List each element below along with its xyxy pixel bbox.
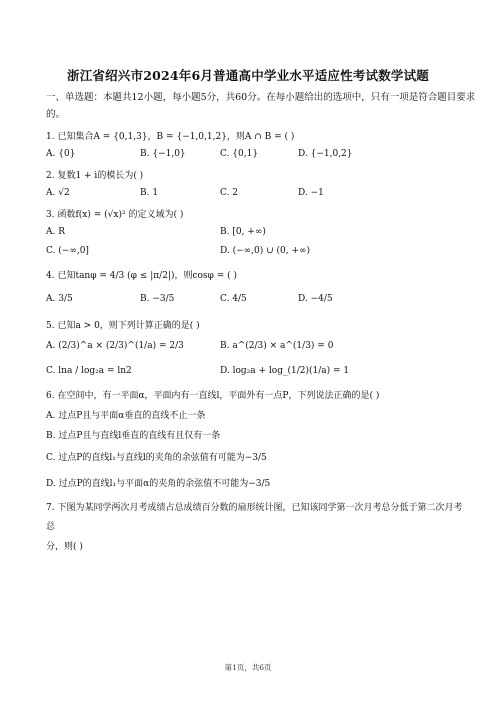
question-1-stem: 1. 已知集合A = {0,1,3}，B = {−1,0,1,2}，则A ∩ B = ( ) — [46, 132, 295, 142]
question-3-option-d: D. (−∞,0) ∪ (0, +∞) — [220, 246, 311, 256]
question-4-stem: 4. 已知tanφ = 4/3 (φ ≤ |π/2|)，则cosφ = ( ) — [46, 271, 237, 281]
question-3-option-c: C. (−∞,0] — [46, 246, 89, 256]
question-6-option-b: B. 过点P且与直线l垂直的直线有且仅有一条 — [46, 431, 221, 441]
question-4-option-d: D. −4/5 — [298, 294, 333, 304]
question-7-stem: 7. 下图为某同学两次月考成绩占总成绩百分数的扇形统计图，已知该同学第一次月考总分低于第二次月考 — [46, 503, 463, 513]
question-2-option-c: C. 2 — [220, 188, 239, 198]
question-6-stem: 6. 在空间中，有一平面α，平面内有一直线l，平面外有一点P，下列说法正确的是( ) — [46, 391, 380, 401]
question-5-option-a: A. (2/3)^a × (2/3)^(1/a) = 2/3 — [46, 341, 184, 351]
page-footer: 第1页，共6页 — [224, 663, 272, 672]
question-7-stem-cont: 总 — [46, 522, 56, 532]
question-5-option-b: B. a^(2/3) × a^(1/3) = 0 — [220, 341, 334, 351]
question-4-option-c: C. 4/5 — [220, 294, 247, 304]
section-instruction: 一、单选题：本题共12小题，每小题5分，共60分。在每小题给出的选项中，只有一项是符合题目要求 — [46, 92, 476, 103]
question-2-option-a: A. √2 — [46, 188, 70, 198]
page-title: 浙江省绍兴市2024年6月普通高中学业水平适应性考试数学试题 — [67, 68, 429, 83]
question-1-option-c: C. {0,1} — [220, 149, 259, 159]
question-6-option-a: A. 过点P且与平面α垂直的直线不止一条 — [46, 411, 206, 421]
question-5-stem: 5. 已知a > 0，则下列计算正确的是( ) — [46, 321, 200, 331]
question-5-option-c: C. lna / log₂a = ln2 — [46, 366, 132, 376]
question-1-option-d: D. {−1,0,2} — [298, 149, 353, 159]
question-4-option-b: B. −3/5 — [140, 294, 175, 304]
question-6-option-d: D. 过点P的直线l₁与平面α的夹角的余弦值不可能为−3/5 — [46, 479, 271, 489]
question-2-stem: 2. 复数1 + i的模长为( ) — [46, 171, 144, 181]
question-1-option-b: B. {−1,0} — [140, 149, 186, 159]
question-2-option-d: D. −1 — [298, 188, 324, 198]
section-instruction-cont: 的。 — [46, 109, 66, 120]
question-3-option-a: A. R — [46, 227, 65, 237]
question-1-option-a: A. {0} — [46, 149, 76, 159]
question-6-option-c: C. 过点P的直线l₁与直线l的夹角的余弦值有可能为−3/5 — [46, 453, 267, 463]
question-3-stem: 3. 函数f(x) = (√x)² 的定义域为( ) — [46, 210, 184, 220]
question-7-stem-cont-2: 分，则( ) — [46, 542, 83, 552]
question-2-option-b: B. 1 — [140, 188, 159, 198]
question-5-option-d: D. log₂a + log_(1/2)(1/a) = 1 — [220, 366, 350, 376]
question-4-option-a: A. 3/5 — [46, 294, 73, 304]
question-3-option-b: B. [0, +∞) — [220, 227, 266, 237]
